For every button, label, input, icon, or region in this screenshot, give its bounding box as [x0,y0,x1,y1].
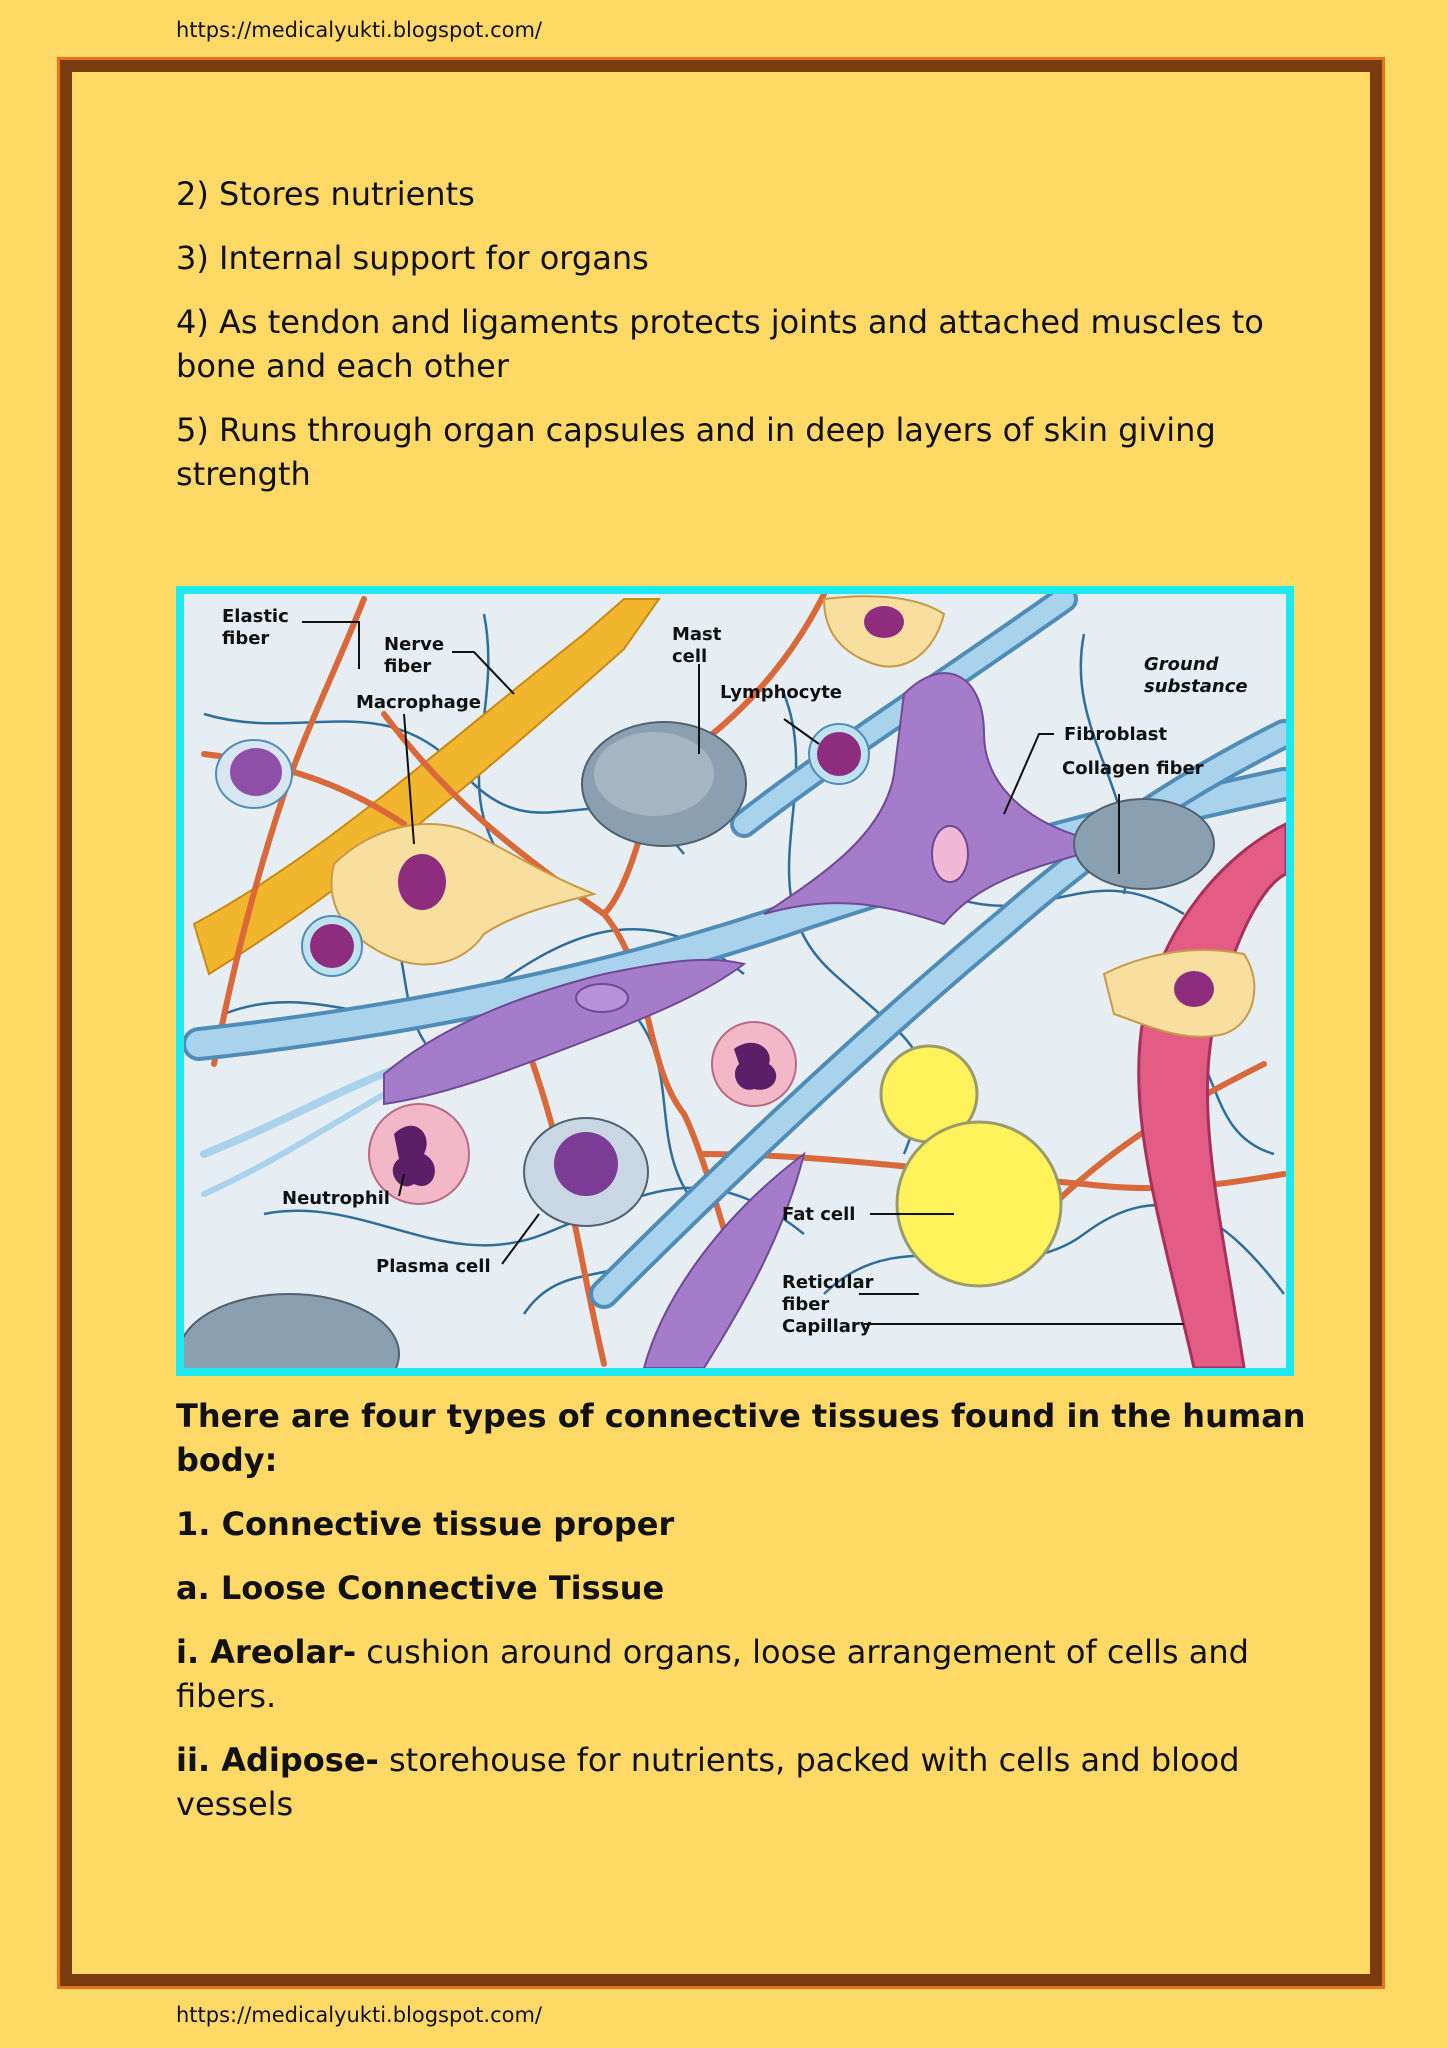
label-fibroblast: Fibroblast [1064,724,1168,745]
label-reticular-fiber-line1: Reticular [782,1272,874,1293]
label-macrophage: Macrophage [356,692,481,713]
plasma-cell [524,1118,648,1226]
function-item-4: 4) As tendon and ligaments protects joints and attached muscles to bone and each other [176,303,1264,385]
label-plasma-cell: Plasma cell [376,1256,491,1277]
label-collagen-fiber: Collagen fiber [1062,758,1204,779]
areolar-item [176,1630,1306,1718]
function-item-5: 5) Runs through organ capsules and in deep layers of skin giving strength [176,411,1216,493]
tissue-types-section [176,1394,1306,1846]
label-capillary: Capillary [782,1316,872,1337]
label-nerve-fiber-line2: fiber [384,656,432,677]
label-elastic-fiber-line1: Elastic [222,606,289,627]
areolar-term: i. Areolar- [176,1633,357,1671]
function-item-2: 2) Stores nutrients [176,175,475,213]
adipose-desc: storehouse for nutrients, packed with cells and blood vessels [176,1741,1240,1823]
label-mast-cell-line2: cell [672,646,708,667]
label-fat-cell: Fat cell [782,1204,856,1225]
connective-tissue-illustration [176,586,1294,1376]
fat-cells [881,1046,1061,1286]
label-mast-cell-line1: Mast [672,624,722,645]
types-intro: There are four types of connective tissues found in the human body: [176,1397,1306,1479]
label-lymphocyte: Lymphocyte [720,682,843,703]
footer-url[interactable]: https://medicalyukti.blogspot.com/ [176,2003,543,2027]
heading-connective-tissue-proper: 1. Connective tissue proper [176,1505,675,1543]
heading-loose-connective-tissue: a. Loose Connective Tissue [176,1569,665,1607]
label-neutrophil: Neutrophil [282,1188,390,1209]
areolar-desc: cushion around organs, loose arrangement of cells and fibers. [176,1633,1249,1715]
label-elastic-fiber-line2: fiber [222,628,270,649]
label-nerve-fiber-line1: Nerve [384,634,445,655]
adipose-term: ii. Adipose- [176,1741,379,1779]
header-url[interactable]: https://medicalyukti.blogspot.com/ [176,18,543,42]
adipose-item [176,1738,1306,1826]
label-reticular-fiber-line2: fiber [782,1294,830,1315]
connective-tissue-drawing [184,594,1286,1368]
label-ground-substance-line1: Ground [1144,654,1219,675]
capillary-shape [1139,824,1286,1368]
functions-list [176,172,1306,516]
function-item-3: 3) Internal support for organs [176,239,649,277]
label-ground-substance-line2: substance [1144,676,1248,697]
